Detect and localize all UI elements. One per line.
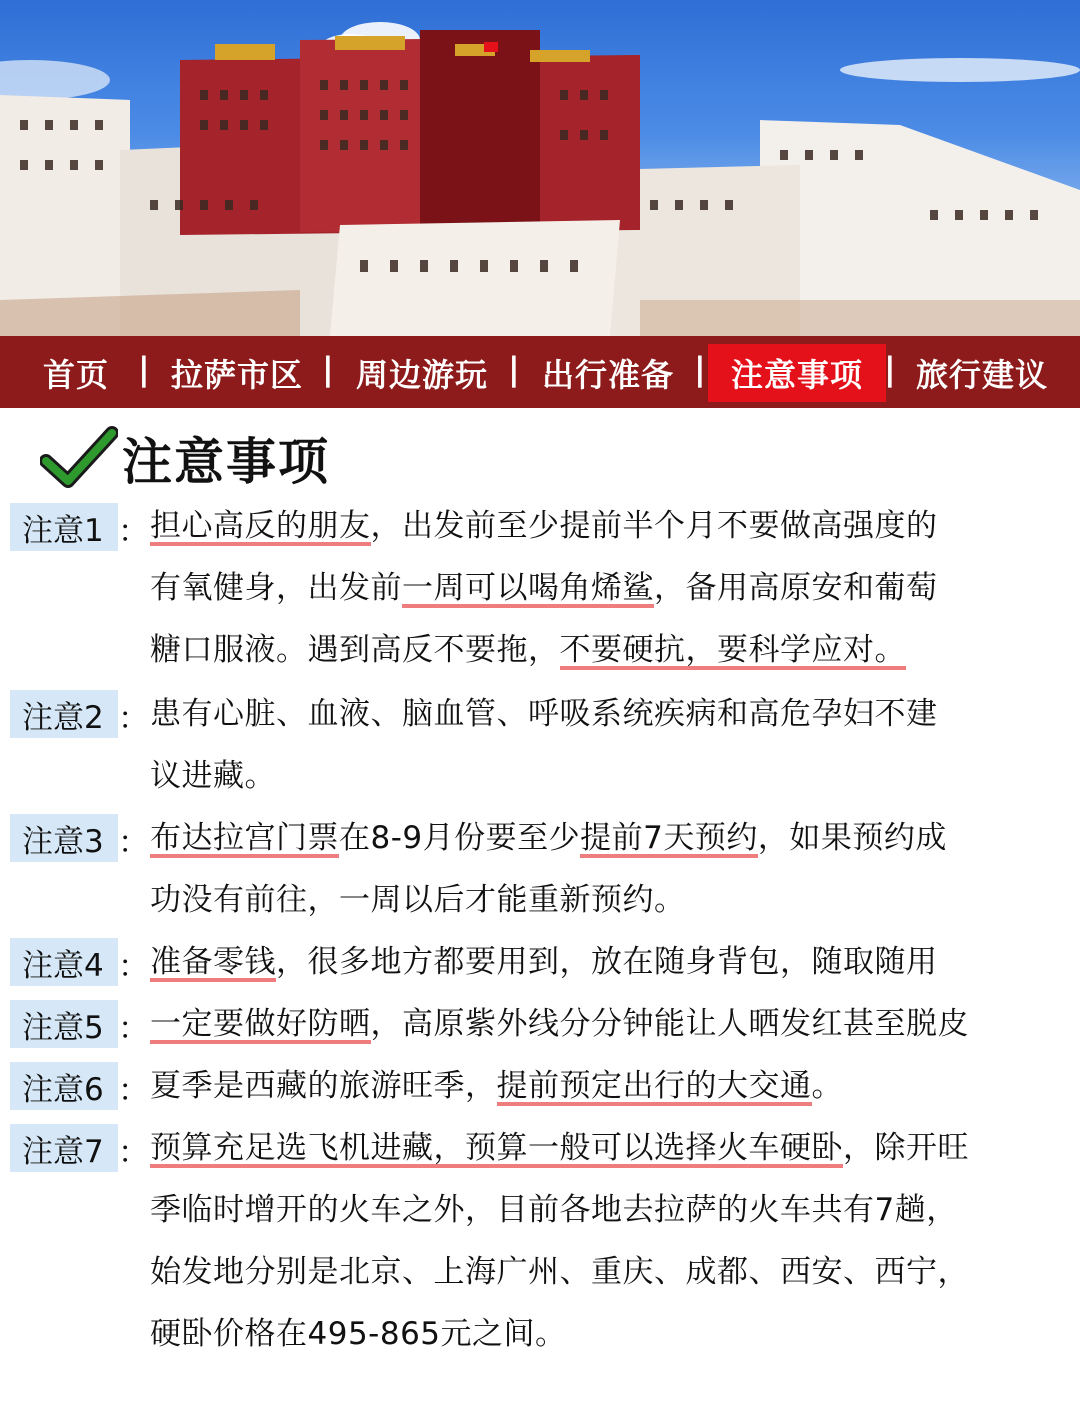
nav-item-travel-prep[interactable]: 出行准备 [541,356,674,394]
note-label: 注意2 [10,690,118,738]
note-text: 季临时增开的火车之外，目前各地去拉萨的火车共有7趟， [150,1192,958,1228]
note-text: ，备用高原安和葡萄 [654,570,938,606]
note-line [150,628,906,672]
note-line [150,566,938,610]
highlighted-text: 预算充足选飞机进藏，预算一般可以选择火车硬卧 [150,1130,843,1166]
note-line [150,1312,567,1356]
note-line [150,692,938,736]
note-colon: ： [118,514,149,550]
note-text: 糖口服液。遇到高反不要拖， [150,632,560,668]
note-line [150,1250,969,1294]
note-label: 注意4 [10,938,118,986]
highlighted-text: 布达拉宫门票 [150,820,339,856]
nav-separator: | [694,350,706,388]
note-text: ，除开旺 [843,1130,969,1166]
note-line [150,816,947,860]
note-label: 注意6 [10,1062,118,1110]
nav-item-lhasa-city[interactable]: 拉萨市区 [170,356,303,394]
nav-separator: | [884,350,896,388]
note-line [150,504,938,548]
potala-palace-illustration [0,0,1080,336]
note-colon: ： [118,949,149,985]
note-colon: ： [118,701,149,737]
highlighted-text: 一定要做好防晒 [150,1006,371,1042]
note-text: 有氧健身，出发前 [150,570,402,606]
nav-separator: | [508,350,520,388]
note-line [150,1188,958,1232]
highlighted-text: 一周可以喝角烯鲨 [402,570,654,606]
note-text: 始发地分别是北京、上海广州、重庆、成都、西安、西宁， [150,1254,969,1290]
note-text: 夏季是西藏的旅游旺季， [150,1068,497,1104]
note-text: 硬卧价格在495-865元之间。 [150,1316,567,1352]
highlighted-text: 提前预定出行的大交通 [496,1068,812,1104]
note-colon: ： [118,1135,149,1171]
highlighted-text: 准备零钱 [150,944,276,980]
nav-item-notes-active[interactable]: 注意事项 [708,344,886,402]
highlighted-text: 担心高反的朋友 [150,508,371,544]
note-text: 功没有前往，一周以后才能重新预约。 [150,882,686,918]
note-label: 注意3 [10,814,118,862]
note-colon: ： [118,1011,149,1047]
note-text: ，出发前至少提前半个月不要做高强度的 [370,508,938,544]
nav-separator: | [322,350,334,388]
note-text: ，如果预约成 [757,820,947,856]
note-colon: ： [118,825,149,861]
note-line [150,754,276,798]
note-text: ，高原紫外线分分钟能让人晒发红甚至脱皮 [370,1006,969,1042]
note-text: 议进藏。 [150,758,276,794]
note-line [150,1002,969,1046]
nav-item-home[interactable]: 首页 [42,356,109,394]
note-label: 注意1 [10,503,118,551]
note-label: 注意5 [10,1000,118,1048]
section-title: 注意事项 [122,433,330,491]
note-text: 。 [811,1068,843,1104]
highlighted-text: 不要硬抗，要科学应对。 [559,632,906,668]
note-text: 患有心脏、血液、脑血管、呼吸系统疾病和高危孕妇不建 [150,696,938,732]
highlighted-text: 提前7天预约 [580,820,758,856]
note-label: 注意7 [10,1124,118,1172]
note-colon: ： [118,1073,149,1109]
note-line [150,940,938,984]
note-line [150,878,686,922]
nav-separator: | [138,350,150,388]
note-line [150,1064,843,1108]
section-heading [40,418,330,498]
note-text: ，很多地方都要用到，放在随身背包，随取随用 [276,944,938,980]
top-nav [0,336,1080,408]
nav-item-nearby-trips[interactable]: 周边游玩 [355,356,488,394]
hero-image [0,0,1080,336]
note-line [150,1126,969,1170]
note-text: 在8-9月份要至少 [339,820,581,856]
check-icon [40,423,118,493]
nav-item-travel-tips[interactable]: 旅行建议 [915,356,1048,394]
